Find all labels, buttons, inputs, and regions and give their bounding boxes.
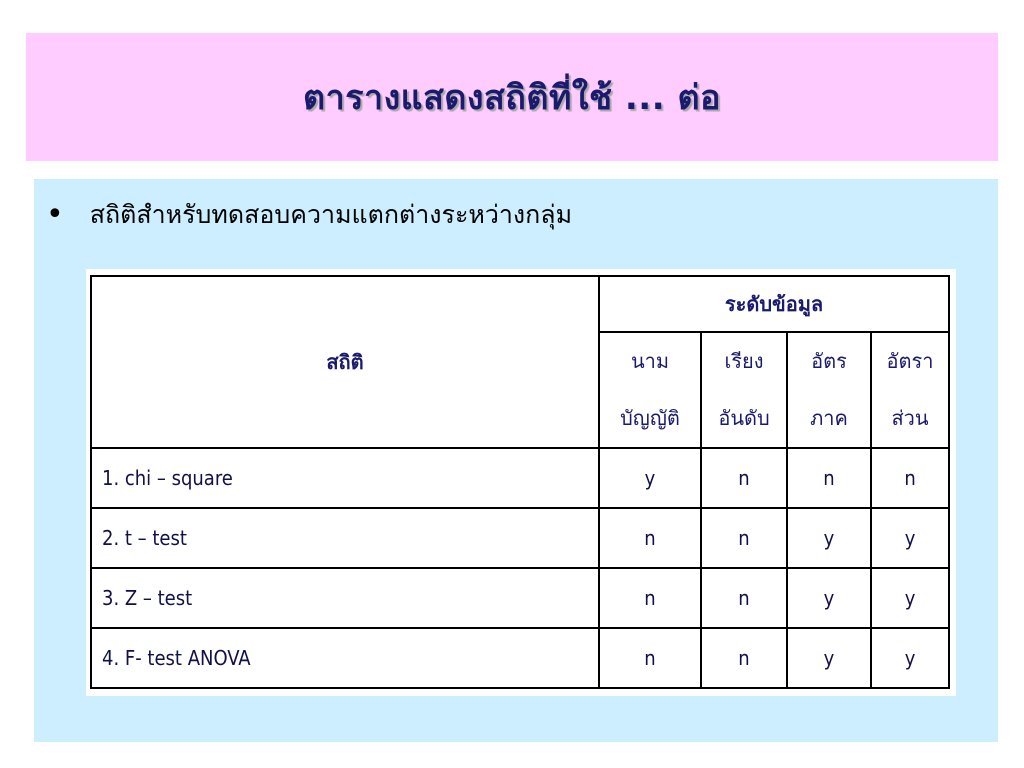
table-cell: y <box>871 628 949 688</box>
table-cell: n <box>599 628 701 688</box>
table-cell: n <box>599 568 701 628</box>
header-level-ratio <box>871 332 949 448</box>
header-level-line2: ส่วน <box>891 406 929 430</box>
statistic-name: 3. Z – test <box>91 568 599 628</box>
header-level-ordinal <box>701 332 787 448</box>
table-row <box>91 568 949 628</box>
statistics-table <box>90 275 950 689</box>
table-row <box>91 448 949 508</box>
table-cell: n <box>787 448 871 508</box>
bullet-text: สถิติสำหรับทดสอบความแตกต่างระหว่างกลุ่ม <box>89 200 573 229</box>
table-cell: n <box>701 628 787 688</box>
bullet-icon: • <box>46 197 64 232</box>
title-banner <box>26 33 998 161</box>
table-cell: y <box>787 508 871 568</box>
statistic-name: 1. chi – square <box>91 448 599 508</box>
table-cell: y <box>599 448 701 508</box>
table-cell: y <box>871 508 949 568</box>
table-cell: n <box>599 508 701 568</box>
header-level-line1: นาม <box>630 349 670 373</box>
header-level-line2: บัญญัติ <box>620 406 680 430</box>
header-statistic: สถิติ <box>91 276 599 448</box>
statistic-name: 2. t – test <box>91 508 599 568</box>
table-cell: y <box>871 568 949 628</box>
table-cell: n <box>871 448 949 508</box>
table-cell: y <box>787 568 871 628</box>
header-data-level: ระดับข้อมูล <box>599 276 949 332</box>
header-level-line1: อัตรา <box>886 349 934 373</box>
slide-title: ตารางแสดงสถิติที่ใช้ ... ต่อ <box>303 78 721 118</box>
statistic-name: 4. F- test ANOVA <box>91 628 599 688</box>
header-level-interval <box>787 332 871 448</box>
header-level-line1: อัตร <box>811 349 847 373</box>
header-level-line2: อันดับ <box>718 406 770 430</box>
header-level-line2: ภาค <box>810 406 848 430</box>
table-cell: n <box>701 568 787 628</box>
table-cell: n <box>701 448 787 508</box>
table-cell: n <box>701 508 787 568</box>
table-row <box>91 508 949 568</box>
table-cell: y <box>787 628 871 688</box>
header-level-nominal <box>599 332 701 448</box>
header-level-line1: เรียง <box>724 349 764 373</box>
bullet-item <box>46 195 572 235</box>
table-container <box>86 269 956 696</box>
content-panel <box>34 179 998 742</box>
table-row <box>91 628 949 688</box>
